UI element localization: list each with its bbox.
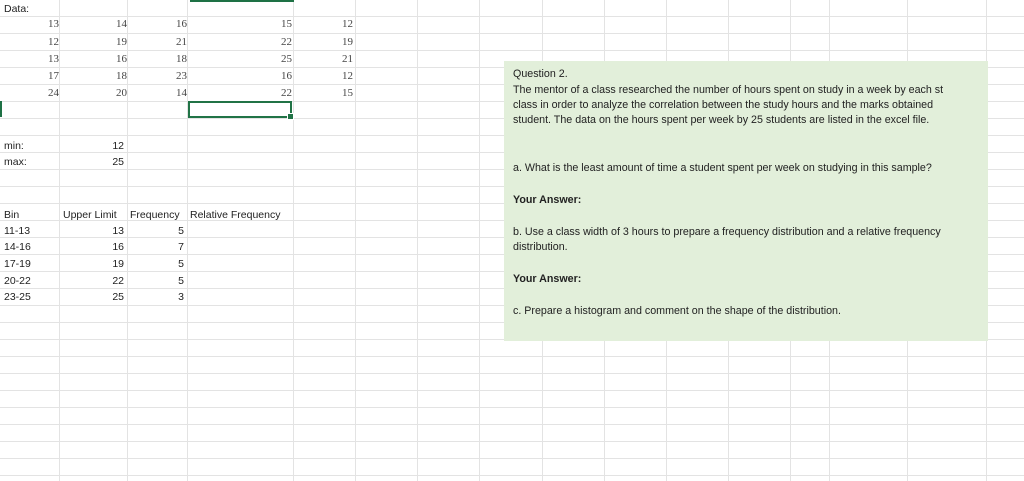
header-frequency: Frequency bbox=[130, 209, 180, 221]
frequency-cell[interactable]: 5 bbox=[178, 225, 184, 237]
question-intro-line-2: class in order to analyze the correlation between the study hours and the marks obtained bbox=[513, 99, 934, 111]
question-title: Question 2. bbox=[513, 68, 568, 80]
selected-cell[interactable] bbox=[188, 101, 292, 118]
frequency-cell[interactable]: 5 bbox=[178, 258, 184, 270]
data-cell[interactable]: 14 bbox=[176, 87, 187, 99]
max-value[interactable]: 25 bbox=[112, 156, 124, 168]
data-cell[interactable]: 13 bbox=[48, 53, 59, 65]
data-cell[interactable]: 12 bbox=[48, 36, 59, 48]
bin-label[interactable]: 14-16 bbox=[4, 241, 31, 253]
header-upper-limit: Upper Limit bbox=[63, 209, 117, 221]
data-cell[interactable]: 21 bbox=[176, 36, 187, 48]
answer-label-b: Your Answer: bbox=[513, 273, 582, 285]
data-cell[interactable]: 16 bbox=[176, 18, 187, 30]
data-cell[interactable]: 16 bbox=[116, 53, 127, 65]
question-part-c: c. Prepare a histogram and comment on the shape of the distribution. bbox=[513, 305, 841, 317]
header-bin: Bin bbox=[4, 209, 20, 221]
question-intro-line-1: The mentor of a class researched the number of hours spent on study in a week by each st bbox=[513, 84, 944, 96]
data-cell[interactable]: 15 bbox=[342, 87, 353, 99]
data-cell[interactable]: 12 bbox=[342, 70, 353, 82]
upper-limit-cell[interactable]: 22 bbox=[112, 275, 124, 287]
data-cell[interactable]: 20 bbox=[116, 87, 127, 99]
upper-limit-cell[interactable]: 19 bbox=[112, 258, 124, 270]
upper-limit-cell[interactable]: 25 bbox=[112, 291, 124, 303]
frequency-cell[interactable]: 3 bbox=[178, 291, 184, 303]
data-cell[interactable]: 16 bbox=[281, 70, 292, 82]
bin-label[interactable]: 11-13 bbox=[4, 225, 31, 237]
question-part-b-line-1: b. Use a class width of 3 hours to prepare a frequency distribution and a relative frequency bbox=[513, 226, 941, 238]
data-cell[interactable]: 24 bbox=[48, 87, 59, 99]
question-intro-line-3: student. The data on the hours spent per week by 25 students are listed in the excel file. bbox=[513, 114, 930, 126]
data-cell[interactable]: 14 bbox=[116, 18, 127, 30]
data-cell[interactable]: 18 bbox=[116, 70, 127, 82]
answer-label-a: Your Answer: bbox=[513, 194, 582, 206]
max-label: max: bbox=[4, 156, 27, 168]
data-cell[interactable]: 23 bbox=[176, 70, 187, 82]
data-cell[interactable]: 17 bbox=[48, 70, 59, 82]
data-cell[interactable]: 12 bbox=[342, 18, 353, 30]
data-cell[interactable]: 21 bbox=[342, 53, 353, 65]
data-cell[interactable]: 19 bbox=[342, 36, 353, 48]
question-panel bbox=[504, 61, 988, 341]
header-relative-frequency: Relative Frequency bbox=[190, 209, 281, 221]
question-part-b-line-2: distribution. bbox=[513, 241, 568, 253]
row-highlight-bar bbox=[0, 101, 2, 117]
min-value[interactable]: 12 bbox=[112, 140, 124, 152]
data-cell[interactable]: 15 bbox=[281, 18, 292, 30]
bin-label[interactable]: 23-25 bbox=[4, 291, 31, 303]
data-cell[interactable]: 13 bbox=[48, 18, 59, 30]
data-label: Data: bbox=[4, 3, 30, 15]
data-cell[interactable]: 22 bbox=[281, 87, 292, 99]
data-cell[interactable]: 19 bbox=[116, 36, 127, 48]
min-label: min: bbox=[4, 140, 24, 152]
frequency-cell[interactable]: 5 bbox=[178, 275, 184, 287]
frequency-cell[interactable]: 7 bbox=[178, 241, 184, 253]
bin-label[interactable]: 17-19 bbox=[4, 258, 31, 270]
column-highlight-bar bbox=[190, 0, 294, 2]
bin-label[interactable]: 20-22 bbox=[4, 275, 31, 287]
upper-limit-cell[interactable]: 16 bbox=[112, 241, 124, 253]
data-cell[interactable]: 25 bbox=[281, 53, 292, 65]
data-cell[interactable]: 18 bbox=[176, 53, 187, 65]
data-cell[interactable]: 22 bbox=[281, 36, 292, 48]
upper-limit-cell[interactable]: 13 bbox=[112, 225, 124, 237]
question-part-a: a. What is the least amount of time a student spent per week on studying in this sample? bbox=[513, 162, 932, 174]
